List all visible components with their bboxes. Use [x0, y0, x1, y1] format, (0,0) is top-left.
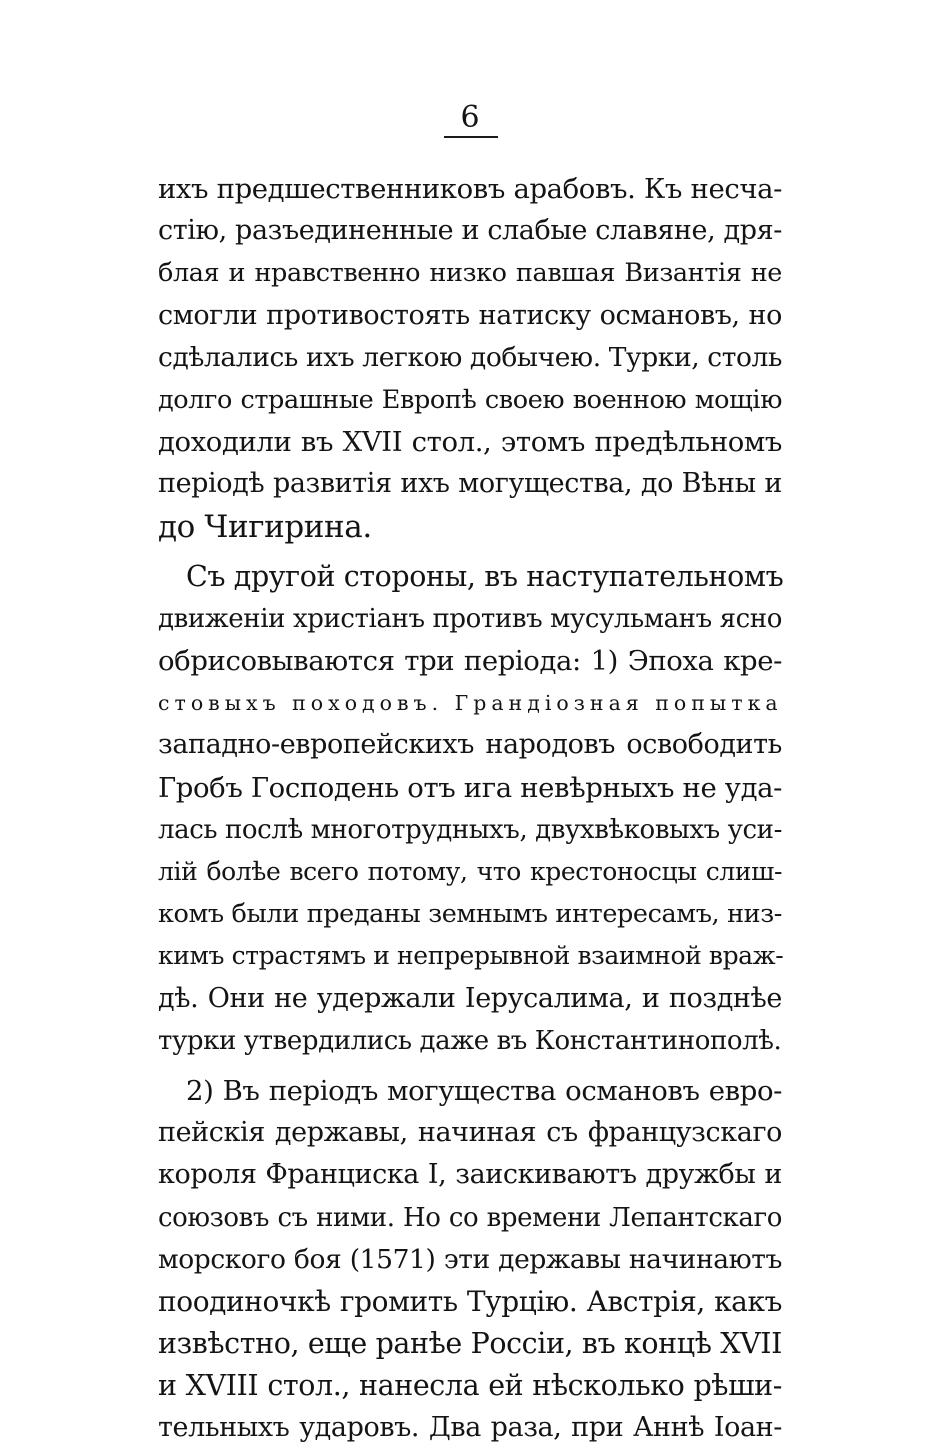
text-line: сдѣлались ихъ легкою добычею. Турки, столь [158, 341, 782, 373]
paragraph-2 [158, 556, 782, 1062]
text-line: 2) Въ періодъ могущества османовъ евро- [186, 1074, 782, 1107]
text-line: пейскія державы, начиная съ французскаго [158, 1117, 782, 1149]
text-line: до Чигирина. [158, 508, 372, 545]
text-line: турки утвердились даже въ Константинополѣ. [158, 1025, 782, 1056]
text-line: періодѣ развитія ихъ могущества, до Вѣны и [158, 468, 782, 500]
text-line: короля Франциска I, заискиваютъ дружбы и [158, 1159, 782, 1191]
text-line: смогли противостоять натиску османовъ, но [158, 299, 782, 331]
text-line: лась послѣ многотрудныхъ, двухвѣковыхъ уси- [158, 814, 782, 845]
text-line: долго страшные Европѣ своею военною мощію [158, 384, 782, 415]
text-line: ихъ предшественниковъ арабовъ. Къ несча- [158, 173, 782, 205]
paragraph-1 [158, 168, 782, 548]
text-line: доходили въ XVII стол., этомъ предѣльномъ [158, 426, 782, 459]
text-line: союзовъ съ ними. Но со времени Лепантскаго [158, 1202, 782, 1233]
page-number-rule [444, 136, 498, 138]
text-line: стовыхъ походовъ. Грандіозная попытка [158, 691, 783, 716]
text-line: Гробъ Господень отъ ига невѣрныхъ не уда- [158, 771, 782, 804]
text-line: поодиночкѣ громить Турцію. Австрія, какъ [158, 1284, 782, 1318]
text-line: морского боя (1571) эти державы начинаютъ [158, 1243, 782, 1275]
text-line: западно-европейскихъ народовъ освободить [158, 729, 782, 761]
text-line: комъ были преданы земнымъ интересамъ, низ- [158, 899, 782, 930]
text-line: тельныхъ ударовъ. Два раза, при Аннѣ Іоан- [158, 1412, 782, 1444]
text-line: дѣ. Они не удержали Іерусалима, и позднѣе [158, 982, 782, 1014]
text-line: и XVIII стол., нанесла ей нѣсколько рѣши- [158, 1369, 782, 1403]
text-line: кимъ страстямъ и непрерывной взаимной враж- [158, 941, 784, 971]
text-line: Съ другой стороны, въ наступательномъ [186, 559, 784, 593]
text-line: блая и нравственно низко павшая Византія не [158, 258, 782, 289]
text-line: обрисовываются три періода: 1) Эпоха кре- [158, 645, 782, 678]
text-line: стію, разъединенные и слабые славяне, дря- [158, 215, 782, 247]
paragraph-3 [158, 1070, 782, 1450]
page-number: 6 [460, 100, 480, 135]
text-line: извѣстно, еще ранѣе Россіи, въ концѣ XVII [158, 1327, 782, 1361]
body-text [158, 168, 782, 1450]
text-line: лій болѣе всего потому, что крестоносцы слиш- [158, 857, 782, 886]
text-line: движеніи христіанъ противъ мусульманъ ясно [158, 603, 782, 634]
